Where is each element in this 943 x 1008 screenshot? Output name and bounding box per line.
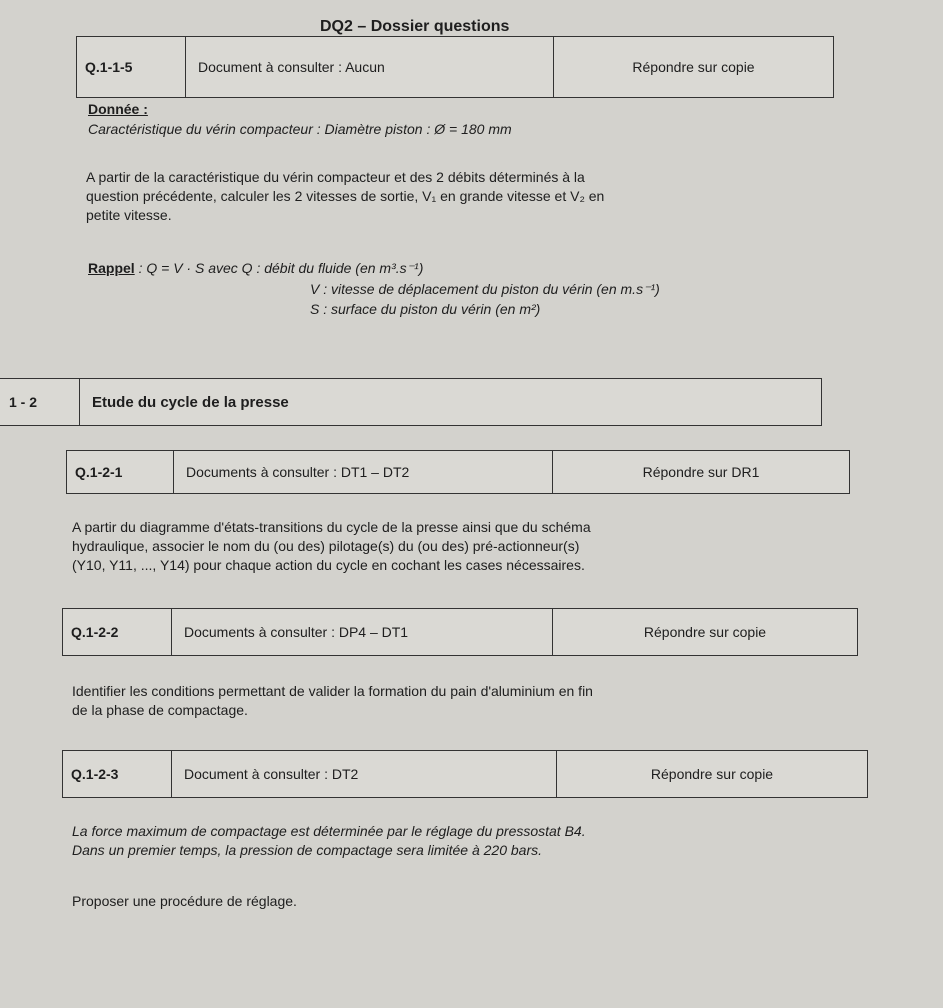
- question-line: Dans un premier temps, la pression de compactage sera limitée à 220 bars.: [72, 842, 543, 858]
- section-title: Etude du cycle de la presse: [92, 393, 289, 411]
- rappel-v: V : vitesse de déplacement du piston du vérin (en m.s⁻¹): [310, 281, 660, 297]
- question-text: [72, 822, 872, 860]
- question-text: [72, 518, 862, 575]
- question-header-q123: [62, 750, 868, 798]
- page-title: DQ2 – Dossier questions: [320, 18, 510, 35]
- section-header: [0, 378, 822, 426]
- answer-location: Répondre sur copie: [643, 624, 767, 640]
- question-line: Identifier les conditions permettant de valider la formation du pain d'aluminium en fin: [72, 683, 593, 699]
- rappel-block: [88, 259, 423, 278]
- question-line: petite vitesse.: [86, 207, 172, 223]
- question-id: Q.1-2-3: [63, 751, 172, 797]
- question-line: de la phase de compactage.: [72, 702, 248, 718]
- documents-to-consult: Documents à consulter : DT1 – DT2: [174, 451, 553, 493]
- documents-to-consult: Document à consulter : DT2: [172, 751, 557, 797]
- question-header-q121: [66, 450, 850, 494]
- question-id: Q.1-1-5: [77, 37, 186, 97]
- question-header-q115: [76, 36, 834, 98]
- answer-location: Répondre sur DR1: [642, 464, 760, 480]
- documents-to-consult: Document à consulter : Aucun: [186, 37, 554, 97]
- question-line: A partir du diagramme d'états-transitions du cycle de la presse ainsi que du schéma: [72, 519, 591, 535]
- question-id: Q.1-2-1: [67, 451, 174, 493]
- question-text: [86, 168, 846, 225]
- rappel-formula: : Q = V · S avec Q : débit du fluide (en m³.s⁻¹): [138, 260, 424, 276]
- question-instruction: Proposer une procédure de réglage.: [72, 893, 297, 909]
- donnee-label: Donnée :: [88, 101, 148, 117]
- question-line: question précédente, calculer les 2 vitesses de sortie, V₁ en grande vitesse et V₂ en: [86, 188, 605, 204]
- rappel-s: S : surface du piston du vérin (en m²): [310, 301, 541, 317]
- rappel-label: Rappel: [88, 260, 135, 276]
- question-text: [72, 682, 872, 720]
- answer-location: Répondre sur copie: [632, 59, 755, 75]
- answer-location: Répondre sur copie: [650, 766, 774, 782]
- question-id: Q.1-2-2: [63, 609, 172, 655]
- documents-to-consult: Documents à consulter : DP4 – DT1: [172, 609, 553, 655]
- question-line: (Y10, Y11, ..., Y14) pour chaque action du cycle en cochant les cases nécessaires.: [72, 557, 585, 573]
- question-header-q122: [62, 608, 858, 656]
- question-line: A partir de la caractéristique du vérin compacteur et des 2 débits déterminés à la: [86, 169, 585, 185]
- question-line: hydraulique, associer le nom du (ou des) pilotage(s) du (ou des) pré-actionneur(s): [72, 538, 580, 554]
- section-number: 1 - 2: [0, 379, 80, 425]
- donnee-text: Caractéristique du vérin compacteur : Diamètre piston : Ø = 180 mm: [88, 121, 512, 137]
- question-line: La force maximum de compactage est déterminée par le réglage du pressostat B4.: [72, 823, 586, 839]
